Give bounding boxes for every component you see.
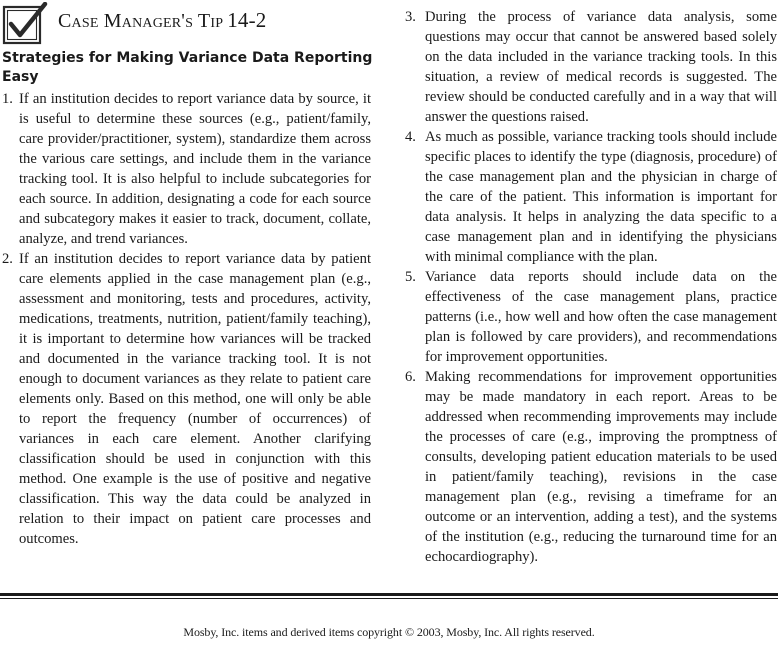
item-number: 4. — [405, 129, 416, 145]
right-column — [405, 7, 777, 567]
list-item — [2, 89, 371, 249]
footer-divider-thin — [0, 598, 778, 599]
item-number: 6. — [405, 369, 416, 385]
item-number: 2. — [2, 251, 13, 267]
tip-header — [2, 2, 392, 46]
item-text: As much as possible, variance tracking tools should include specific places to identify the type (diagnosis, procedure) of the case management plan and the physician in charge of the care of the patient. This information is important for data analysis. It helps in analyzing the data specific to a case management plan and in identifying the physicians with minimal compliance with the plan. — [425, 129, 777, 265]
item-number: 3. — [405, 9, 416, 25]
item-text: If an institution decides to report variance data by patient care elements applied in the case management plan (e.g., assessment and monitoring, tests and procedures, activity, medications, treatments, nutrition, patient/family teaching), it is important to determine how variances will be tracked and documented in the variance tracking tool. It is not enough to document variances as they relate to patient care elements only. Based on this method, one will only be able to report the frequency (number of occurrences) of variances in each care element. Another clarifying classification should be used in conjunction with this method. One example is the use of positive and negative classification. This way the data could be analyzed in relation to their impact on patient care processes and outcomes. — [19, 251, 371, 547]
tip-title-text: Case Manager's Tip — [58, 10, 224, 32]
copyright-notice: Mosby, Inc. items and derived items copyright © 2003, Mosby, Inc. All rights reserved. — [183, 625, 595, 639]
page-title — [58, 8, 267, 33]
item-text: Making recommendations for improvement opportunities may be made mandatory in each report. Areas to be addressed when recommending improvements may include the processes of care (e.g., improving the promptness of consults, developing patient education materials to be used in patient/family teaching), revisions in the case management plan (e.g., revising a timeframe for an outcome or an intervention, adding a test), and the systems of the institution (e.g., reducing the turnaround time for an echocardiography). — [425, 369, 777, 565]
item-number: 5. — [405, 269, 416, 285]
checkbox-icon — [2, 2, 48, 46]
item-number: 1. — [2, 91, 13, 107]
left-column — [2, 89, 371, 549]
item-text: During the process of variance data analysis, some questions may occur that cannot be answered based solely on the data included in the variance tracking tools. In this situation, a review of medical records is suggested. The review should be conducted carefully and in a way that will answer the questions raised. — [425, 9, 777, 125]
list-item — [405, 7, 777, 127]
item-text: If an institution decides to report variance data by source, it is useful to determine these sources (e.g., patient/family, care provider/practitioner, system), standardize them across the various care settings, and include them in the variance tracking tool. It is also helpful to include subcategories for each source. In addition, designating a code for each source and subcategory makes it easier to track, document, collate, analyze, and trend variances. — [19, 91, 371, 247]
section-subtitle: Strategies for Making Variance Data Reporting Easy — [2, 50, 373, 85]
item-text: Variance data reports should include data on the effectiveness of the case management plans, practice patterns (i.e., how well and how often the case management plan is followed by care providers), and recommendations for improvement opportunities. — [425, 269, 777, 365]
list-item — [405, 267, 777, 367]
tip-number: 14-2 — [227, 8, 267, 32]
list-item — [2, 249, 371, 549]
footer-divider — [0, 593, 778, 596]
list-item — [405, 127, 777, 267]
list-item — [405, 367, 777, 567]
